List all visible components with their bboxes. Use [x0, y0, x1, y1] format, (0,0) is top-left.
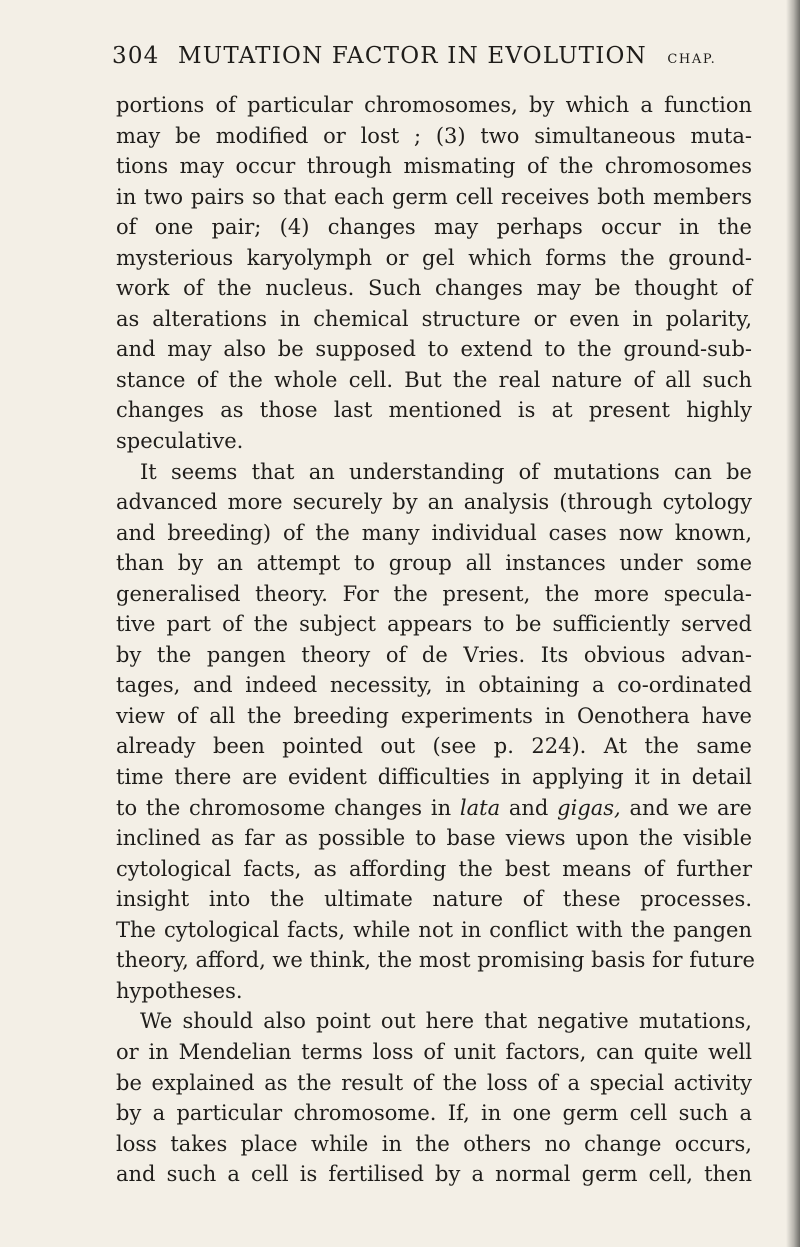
paragraph-start-line: We should also point out here that negative mutations, [140, 1009, 752, 1034]
text-line: by the pangen theory of de Vries. Its obvious advan- [116, 642, 752, 667]
paragraph-start-line: It seems that an understanding of mutations can be [140, 459, 752, 484]
text-line: hypotheses. [116, 978, 243, 1003]
text-line: loss takes place while in the others no change occurs, [116, 1131, 752, 1156]
chapter-label: CHAP. [667, 52, 717, 67]
text-line: or in Mendelian terms loss of unit factors, can quite well [116, 1039, 752, 1064]
text-line: and may also be supposed to extend to the ground-sub- [116, 337, 752, 362]
text-line: generalised theory. For the present, the more specula- [116, 581, 752, 606]
text-line: theory, afford, we think, the most promising basis for future [116, 948, 755, 973]
text-line: cytological facts, as affording the best means of further [116, 856, 752, 881]
text-line: may be modified or lost ; (3) two simultaneous muta- [116, 123, 752, 148]
text-line: time there are evident difficulties in applying it in detail [116, 765, 752, 790]
text-line: insight into the ultimate nature of these processes. [116, 887, 752, 912]
text-line: of one pair; (4) changes may perhaps occur in the [116, 215, 752, 240]
text-line: The cytological facts, while not in conflict with the pangen [116, 917, 752, 942]
text-line: tions may occur through mismating of the chromosomes [116, 154, 752, 179]
text-segment: to the chromosome changes in [116, 795, 452, 820]
running-head [112, 43, 752, 69]
text-line: view of all the breeding experiments in Oenothera have [116, 703, 752, 728]
chapter-title: MUTATION FACTOR IN EVOLUTION [178, 43, 647, 69]
text-segment: and we are [629, 795, 752, 820]
page-number: 304 [112, 43, 160, 69]
text-line: mysterious karyolymph or gel which forms the ground- [116, 245, 752, 270]
text-line: than by an attempt to group all instances under some [116, 551, 752, 576]
text-line: as alterations in chemical structure or even in polarity, [116, 306, 752, 331]
text-line: speculative. [116, 429, 244, 454]
text-line: stance of the whole cell. But the real nature of all such [116, 367, 752, 392]
text-line: portions of particular chromosomes, by which a function [116, 93, 752, 117]
italic-term-gigas: gigas, [557, 795, 621, 820]
text-line: be explained as the result of the loss of a special activity [116, 1070, 752, 1095]
text-line: work of the nucleus. Such changes may be thought of [116, 276, 752, 301]
italic-term-lata: lata [459, 795, 501, 820]
text-line: and such a cell is fertilised by a normal germ cell, then [116, 1162, 752, 1187]
text-line: advanced more securely by an analysis (through cytology [116, 490, 752, 515]
text-segment: and [508, 795, 549, 820]
text-line: and breeding) of the many individual cases now known, [116, 520, 752, 545]
text-line: already been pointed out (see p. 224). At the same [116, 734, 752, 759]
text-line: inclined as far as possible to base views upon the visible [116, 826, 752, 851]
text-line: tages, and indeed necessity, in obtaining a co-ordinated [116, 673, 752, 698]
text-line: tive part of the subject appears to be sufficiently served [116, 612, 752, 637]
text-line: changes as those last mentioned is at present highly [116, 398, 752, 423]
text-line: in two pairs so that each germ cell receives both members [116, 184, 752, 209]
text-line-with-italics [116, 793, 752, 824]
text-line: by a particular chromosome. If, in one germ cell such a [116, 1101, 752, 1126]
body-text [116, 90, 755, 1190]
page-edge-shadow [786, 0, 800, 1247]
